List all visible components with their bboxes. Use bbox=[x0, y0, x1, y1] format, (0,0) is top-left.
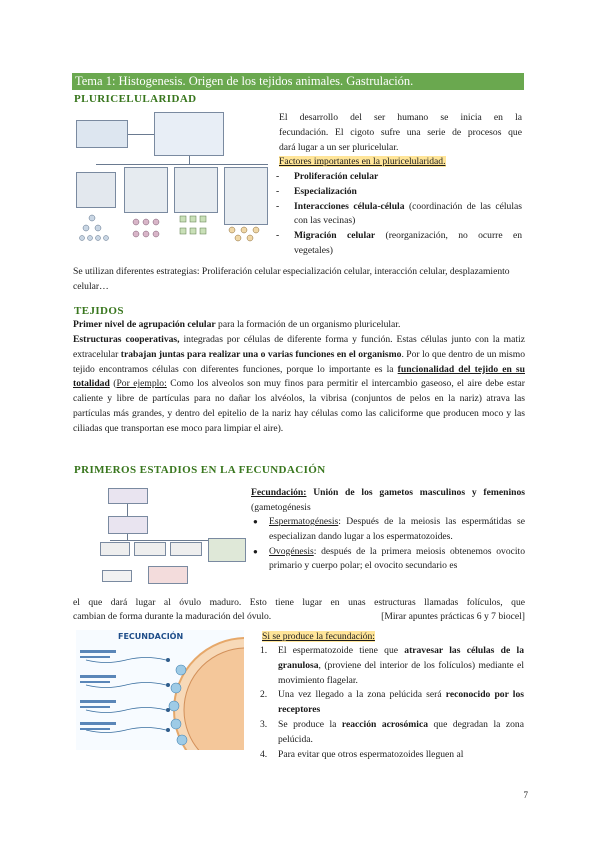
strategies-paragraph: Se utilizan diferentes estrategias: Proliferación celular especialización celular, interacción celular, desplazamiento celular… bbox=[73, 266, 510, 292]
fertilization-step: 4. Para evitar que otros espermatozoides lleguen al bbox=[260, 748, 464, 760]
gametogenesis-diagram bbox=[100, 488, 246, 586]
section-heading-fecundacion: PRIMEROS ESTADIOS EN LA FECUNDACIÓN bbox=[74, 464, 326, 476]
fertilization-step: 1. El espermatozoide tiene que atravesar las células de la granulosa, (proviene del interior de los folículos) mediante el movimiento flagelar. bbox=[260, 645, 524, 686]
factors-title: Factores importantes en la pluricelularidad. bbox=[279, 156, 446, 167]
section-heading-pluricelularidad: PLURICELULARIDAD bbox=[74, 93, 197, 105]
gametogenesis-list bbox=[251, 515, 525, 574]
gametogenesis-item: ● Espermatogénesis: Después de la meiosis las espermátidas se especializan dando lugar a los espermatozoides. bbox=[251, 515, 525, 545]
practice-note: [Mirar apuntes prácticas 6 y 7 biocel] bbox=[381, 611, 525, 622]
section-heading-tejidos: TEJIDOS bbox=[74, 305, 124, 317]
fertilization-steps bbox=[258, 644, 524, 762]
diagram-box-processes bbox=[154, 112, 224, 156]
diagram-box-zygote bbox=[76, 120, 128, 148]
diagram-box-c bbox=[170, 542, 202, 556]
factor-item: - Migración celular (reorganización, no ocurre en vegetales) bbox=[274, 229, 522, 259]
diagram-box-interaction bbox=[174, 167, 218, 213]
factor-item: - Interacciones célula-célula (coordinación de las células con las vecinas) bbox=[274, 200, 522, 230]
oogenesis-continuation-2: cambian de forma durante la maduración del óvulo. [Mirar apuntes prácticas 6 y 7 biocel] bbox=[73, 610, 525, 625]
diagram-box-a bbox=[100, 542, 130, 556]
diagram-box-d bbox=[208, 538, 246, 562]
if-fertilization-title: Si se produce la fecundación: bbox=[262, 631, 375, 642]
chapter-title: Tema 1: Histogenesis. Origen de los tejidos animales. Gastrulación. bbox=[72, 73, 524, 90]
fertilization-step: 2. Una vez llegado a la zona pelúcida será reconocido por los receptores bbox=[260, 689, 524, 716]
pluricellularity-diagram bbox=[76, 112, 266, 247]
fertilization-definition: Fecundación: Unión de los gametos masculinos y femeninos (gametogénesis bbox=[251, 487, 525, 513]
diagram-box-meiosis bbox=[108, 516, 148, 534]
factor-item: - Proliferación celular bbox=[274, 170, 522, 185]
tissue-description: Estructuras cooperativas, integradas por células de diferente forma y función. Estas células junto con la matiz extracelular trabajan juntas para realizar una o varias funciones en el organismo. Por lo que dentro de un mismo tejido encontramos células con diferentes funciones, porque lo importante es la funcionalidad del tejido en su totalidad (Por ejemplo: Como los alveolos son muy finos para permitir el intercambio gaseoso, el aire debe estar caliente y libre de partículas para no dañar los alvéolos, la vibrisa (conjuntos de pelos en la nariz) atrava las partículas más grandes, y dentro del epitelio de la nariz hay células como las caliciforme que producen moco y las ciliadas que transportan ese moco para limpiar el aire). bbox=[73, 334, 526, 434]
diagram-box-b bbox=[134, 542, 166, 556]
figure-title: FECUNDACIÓN bbox=[118, 632, 184, 641]
oogenesis-continuation-1: el que dará lugar al óvulo maduro. Esto tiene lugar en unas estructuras llamadas folículos, que bbox=[73, 597, 525, 608]
fertilization-illustration bbox=[76, 630, 244, 750]
diagram-box-e bbox=[102, 570, 132, 582]
tissue-definition: Primer nivel de agrupación celular para la formación de un organismo pluricelular. bbox=[73, 319, 401, 330]
diagram-cell-drawings bbox=[76, 208, 268, 246]
diagram-box-specialization bbox=[124, 167, 168, 213]
factors-list bbox=[274, 170, 522, 259]
diagram-box-proliferation bbox=[76, 172, 116, 208]
pluricellularity-intro: El desarrollo del ser humano se inicia en la fecundación. El cigoto sufre una serie de procesos que dará lugar a un ser pluricelular. bbox=[279, 112, 522, 153]
gametogenesis-item: ● Ovogénesis: después de la primera meiosis obtenemos ovocito primario y cuerpo polar; el ovocito secundario es bbox=[251, 545, 525, 575]
diagram-box-germ-cells bbox=[108, 488, 148, 504]
factor-item: - Especialización bbox=[274, 185, 522, 200]
fertilization-figure bbox=[76, 630, 244, 750]
diagram-box-f bbox=[148, 566, 188, 584]
fertilization-step: 3. Se produce la reacción acrosómica que degradan la zona pelúcida. bbox=[260, 718, 524, 745]
page-number: 7 bbox=[523, 790, 528, 800]
